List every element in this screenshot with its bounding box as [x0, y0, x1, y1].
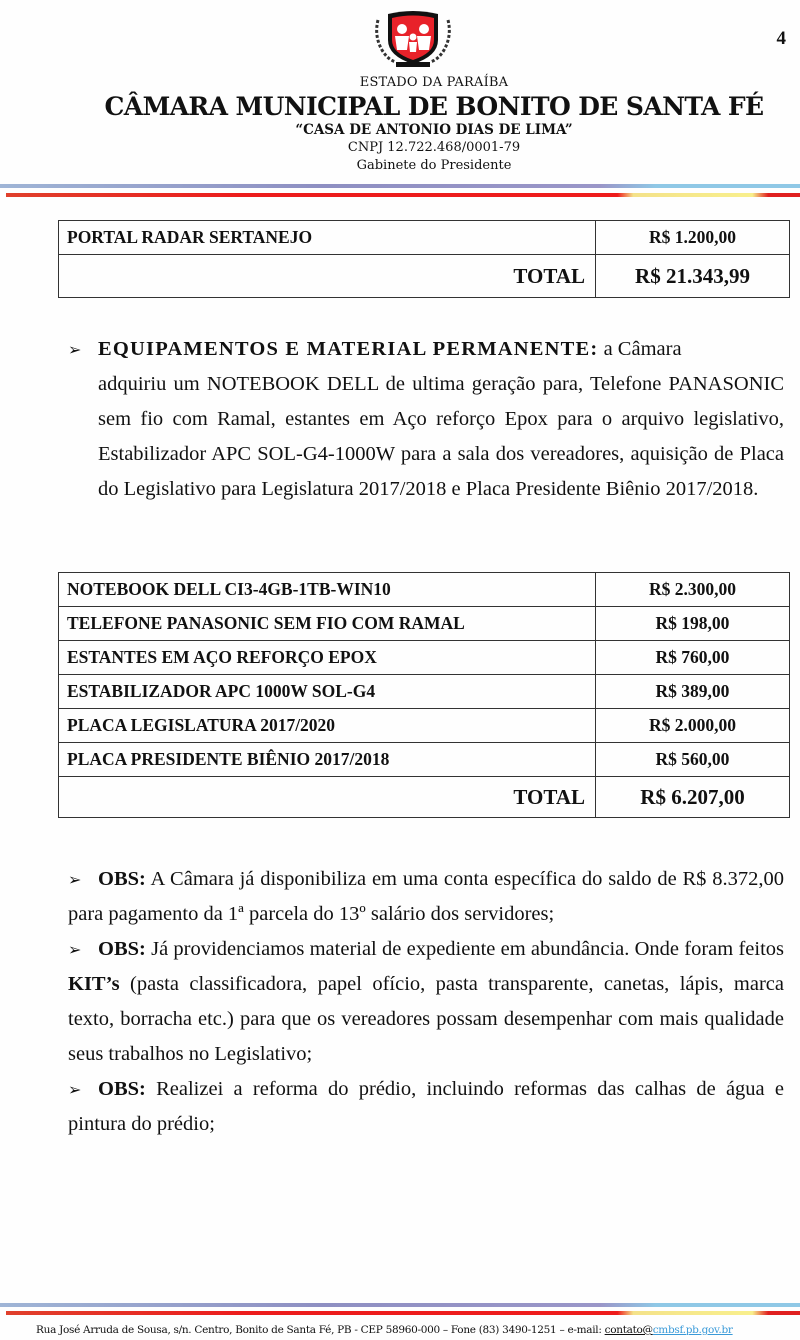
equipment-paragraph: [68, 332, 784, 507]
total-value: R$ 6.207,00: [596, 777, 790, 818]
header-stripe-blue: [0, 184, 800, 188]
coat-of-arms-logo: [368, 6, 458, 68]
value-cell: R$ 198,00: [596, 607, 790, 641]
footer-stripe-blue: [0, 1303, 800, 1307]
item-cell: NOTEBOOK DELL CI3-4GB-1TB-WIN10: [59, 573, 596, 607]
arrow-bullet-icon: ➢: [68, 870, 82, 889]
item-cell: ESTANTES EM AÇO REFORÇO EPOX: [59, 641, 596, 675]
total-value: R$ 21.343,99: [596, 255, 790, 298]
table-row: [59, 743, 790, 777]
table-row: [59, 641, 790, 675]
value-cell: R$ 760,00: [596, 641, 790, 675]
footer-email-domain[interactable]: cmbsf.pb.gov.br: [652, 1324, 733, 1336]
item-cell: ESTABILIZADOR APC 1000W SOL-G4: [59, 675, 596, 709]
obs-text-b: (pasta classificadora, papel ofício, pasta transparente, canetas, lápis, marca texto, borracha etc.) para que os vereadores possam desempenhar com mais qualidade seus trabalhos no Legislativo;: [68, 973, 784, 1065]
arrow-bullet-icon: ➢: [68, 340, 82, 359]
observation-1: [68, 862, 784, 932]
observation-3: [68, 1072, 784, 1142]
footer-address: [36, 1324, 733, 1336]
footer-stripe-red: [6, 1311, 800, 1315]
arrow-bullet-icon: ➢: [68, 1080, 82, 1099]
footer-address-text: Rua José Arruda de Sousa, s/n. Centro, Bonito de Santa Fé, PB - CEP 58960-000 – Fone (83) 3490-1251 – e-mail:: [36, 1324, 605, 1336]
header-title: CÂMARA MUNICIPAL DE BONITO DE SANTA FÉ: [104, 92, 764, 121]
table-row: [59, 221, 790, 255]
header-cnpj: CNPJ 12.722.468/0001-79: [347, 140, 521, 155]
total-row: [59, 255, 790, 298]
observation-2: [68, 932, 784, 1072]
obs-text: Realizei a reforma do prédio, incluindo reformas das calhas de água e pintura do prédio;: [68, 1078, 784, 1135]
header-office: Gabinete do Presidente: [356, 158, 512, 173]
item-cell: PLACA PRESIDENTE BIÊNIO 2017/2018: [59, 743, 596, 777]
header-stripe-red: [6, 193, 800, 197]
footer-email-user[interactable]: contato@: [604, 1324, 653, 1336]
equipment-text-first: a Câmara: [598, 338, 682, 360]
table-row: [59, 573, 790, 607]
expenses-table-continuation: [58, 220, 790, 298]
obs-label: OBS:: [98, 868, 146, 890]
table-row: [59, 607, 790, 641]
obs-text: A Câmara já disponibiliza em uma conta específica do saldo de R$ 8.372,00 para pagamento da 1ª parcela do 13º salário dos servidores;: [68, 868, 784, 925]
obs-text-a: Já providenciamos material de expediente em abundância. Onde foram feitos: [145, 938, 784, 960]
value-cell: R$ 2.000,00: [596, 709, 790, 743]
item-cell: TELEFONE PANASONIC SEM FIO COM RAMAL: [59, 607, 596, 641]
table-row: [59, 675, 790, 709]
value-cell: R$ 1.200,00: [596, 221, 790, 255]
table-row: [59, 709, 790, 743]
equipment-heading: EQUIPAMENTOS E MATERIAL PERMANENTE:: [98, 338, 599, 360]
obs-label: OBS:: [98, 1078, 146, 1100]
page-number: 4: [776, 28, 786, 49]
total-label: TOTAL: [59, 255, 596, 298]
equipment-text: adquiriu um NOTEBOOK DELL de ultima geração para, Telefone PANASONIC sem fio com Ramal, estantes em Aço reforço Epox para o arquivo legislativo, Estabilizador APC SOL-G4-1000W para a sala dos vereadores, aquisição de Placa do Legislativo para Legislatura 2017/2018 e Placa Presidente Biênio 2017/2018.: [98, 373, 784, 500]
value-cell: R$ 2.300,00: [596, 573, 790, 607]
header-motto: “CASA DE ANTONIO DIAS DE LIMA”: [295, 122, 573, 138]
obs-label: OBS:: [98, 938, 146, 960]
total-row: [59, 777, 790, 818]
header-state: ESTADO DA PARAÍBA: [359, 75, 509, 90]
obs-kits-bold: KIT’s: [68, 973, 120, 995]
equipment-table: [58, 572, 790, 818]
item-cell: PLACA LEGISLATURA 2017/2020: [59, 709, 596, 743]
total-label: TOTAL: [59, 777, 596, 818]
arrow-bullet-icon: ➢: [68, 940, 82, 959]
value-cell: R$ 560,00: [596, 743, 790, 777]
family-shield-icon: [368, 6, 458, 68]
item-cell: PORTAL RADAR SERTANEJO: [59, 221, 596, 255]
value-cell: R$ 389,00: [596, 675, 790, 709]
